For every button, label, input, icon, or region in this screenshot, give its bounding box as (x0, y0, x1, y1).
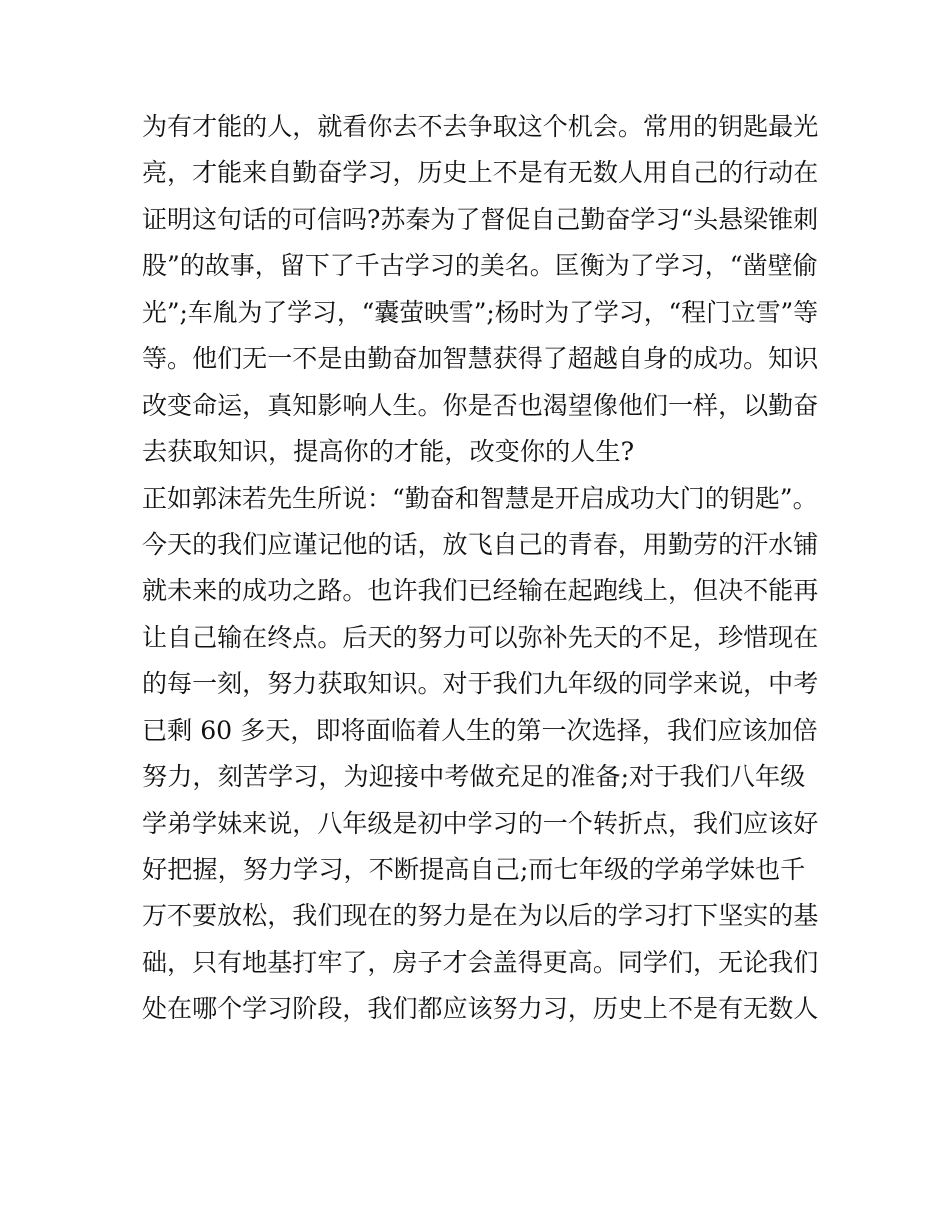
text-line-18: 万不要放松，我们现在的努力是在为以后的学习打下坚实的基 (142, 901, 819, 931)
text-line-16: 学弟学妹来说，八年级是初中学习的一个转折点，我们应该好 (142, 808, 819, 838)
text-line-3: 证明这句话的可信吗?苏秦为了督促自己勤奋学习“头悬梁锥刺 (142, 204, 819, 234)
text-line-11: 就未来的成功之路。也许我们已经输在起跑线上，但决不能再 (142, 576, 819, 606)
text-line-9: 正如郭沫若先生所说：“勤奋和智慧是开启成功大门的钥匙”。 (142, 483, 818, 513)
text-line-15: 努力，刻苦学习，为迎接中考做充足的准备;对于我们八年级 (142, 762, 806, 792)
text-line-1: 为有才能的人，就看你去不去争取这个机会。常用的钥匙最光 (142, 112, 819, 141)
text-line-6: 等。他们无一不是由勤奋加智慧获得了超越自身的成功。知识 (142, 344, 819, 374)
text-line-10: 今天的我们应谨记他的话，放飞自己的青春，用勤劳的汗水铺 (142, 529, 819, 559)
text-line-2: 亮，才能来自勤奋学习，历史上不是有无数人用自己的行动在 (142, 158, 819, 188)
text-line-8: 去获取知识，提高你的才能，改变你的人生? (142, 437, 635, 467)
text-line-19: 础，只有地基打牢了，房子才会盖得更高。同学们，无论我们 (142, 947, 819, 977)
text-line-20: 处在哪个学习阶段，我们都应该努力习，历史上不是有无数人 (142, 994, 819, 1024)
text-line-5: 光”;车胤为了学习，“囊萤映雪”;杨时为了学习，“程门立雪”等 (142, 297, 819, 327)
text-line-12: 让自己输在终点。后天的努力可以弥补先天的不足，珍惜现在 (142, 622, 819, 652)
text-line-13: 的每一刻，努力获取知识。对于我们九年级的同学来说，中考 (142, 669, 819, 699)
body-text (142, 104, 818, 1033)
text-line-14: 已剩 60 多天，即将面临着人生的第一次选择，我们应该加倍 (142, 715, 818, 745)
text-line-7: 改变命运，真知影响人生。你是否也渴望像他们一样，以勤奋 (142, 390, 819, 420)
text-line-17: 好把握，努力学习，不断提高自己;而七年级的学弟学妹也千 (142, 855, 806, 884)
text-line-4: 股”的故事，留下了千古学习的美名。匡衡为了学习，“凿壁偷 (142, 251, 818, 281)
